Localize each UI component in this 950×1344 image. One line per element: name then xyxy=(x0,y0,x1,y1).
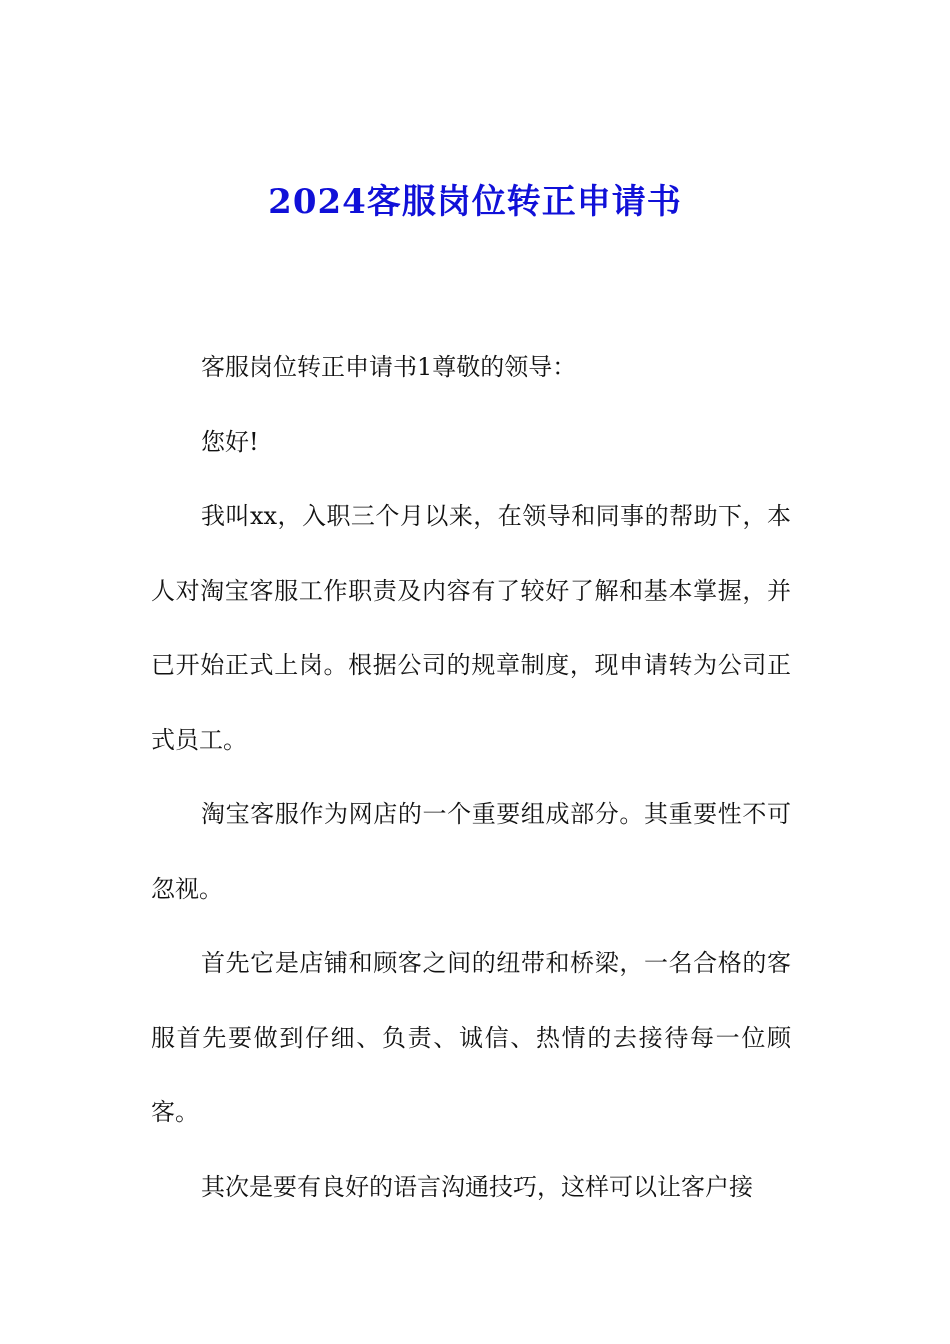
paragraph-second-point: 其次是要有良好的语言沟通技巧，这样可以让客户接 xyxy=(201,1172,753,1201)
document-title: 2024客服岗位转正申请书 xyxy=(268,182,682,222)
document-body xyxy=(151,330,791,1224)
paragraph-first-point: 首先它是店铺和顾客之间的纽带和桥梁，一名合格的客服首先要做到仔细、负责、诚信、热情的去接待每一位顾客。 xyxy=(151,949,791,1126)
paragraph-importance: 淘宝客服作为网店的一个重要组成部分。其重要性不可忽视。 xyxy=(151,800,791,903)
paragraph-salutation: 客服岗位转正申请书1尊敬的领导： xyxy=(201,353,577,381)
paragraph-greeting: 您好! xyxy=(201,427,259,456)
paragraph-introduction: 我叫xx，入职三个月以来，在领导和同事的帮助下，本人对淘宝客服工作职责及内容有了较好了解和基本掌握，并已开始正式上岗。根据公司的规章制度，现申请转为公司正式员工。 xyxy=(151,502,791,754)
